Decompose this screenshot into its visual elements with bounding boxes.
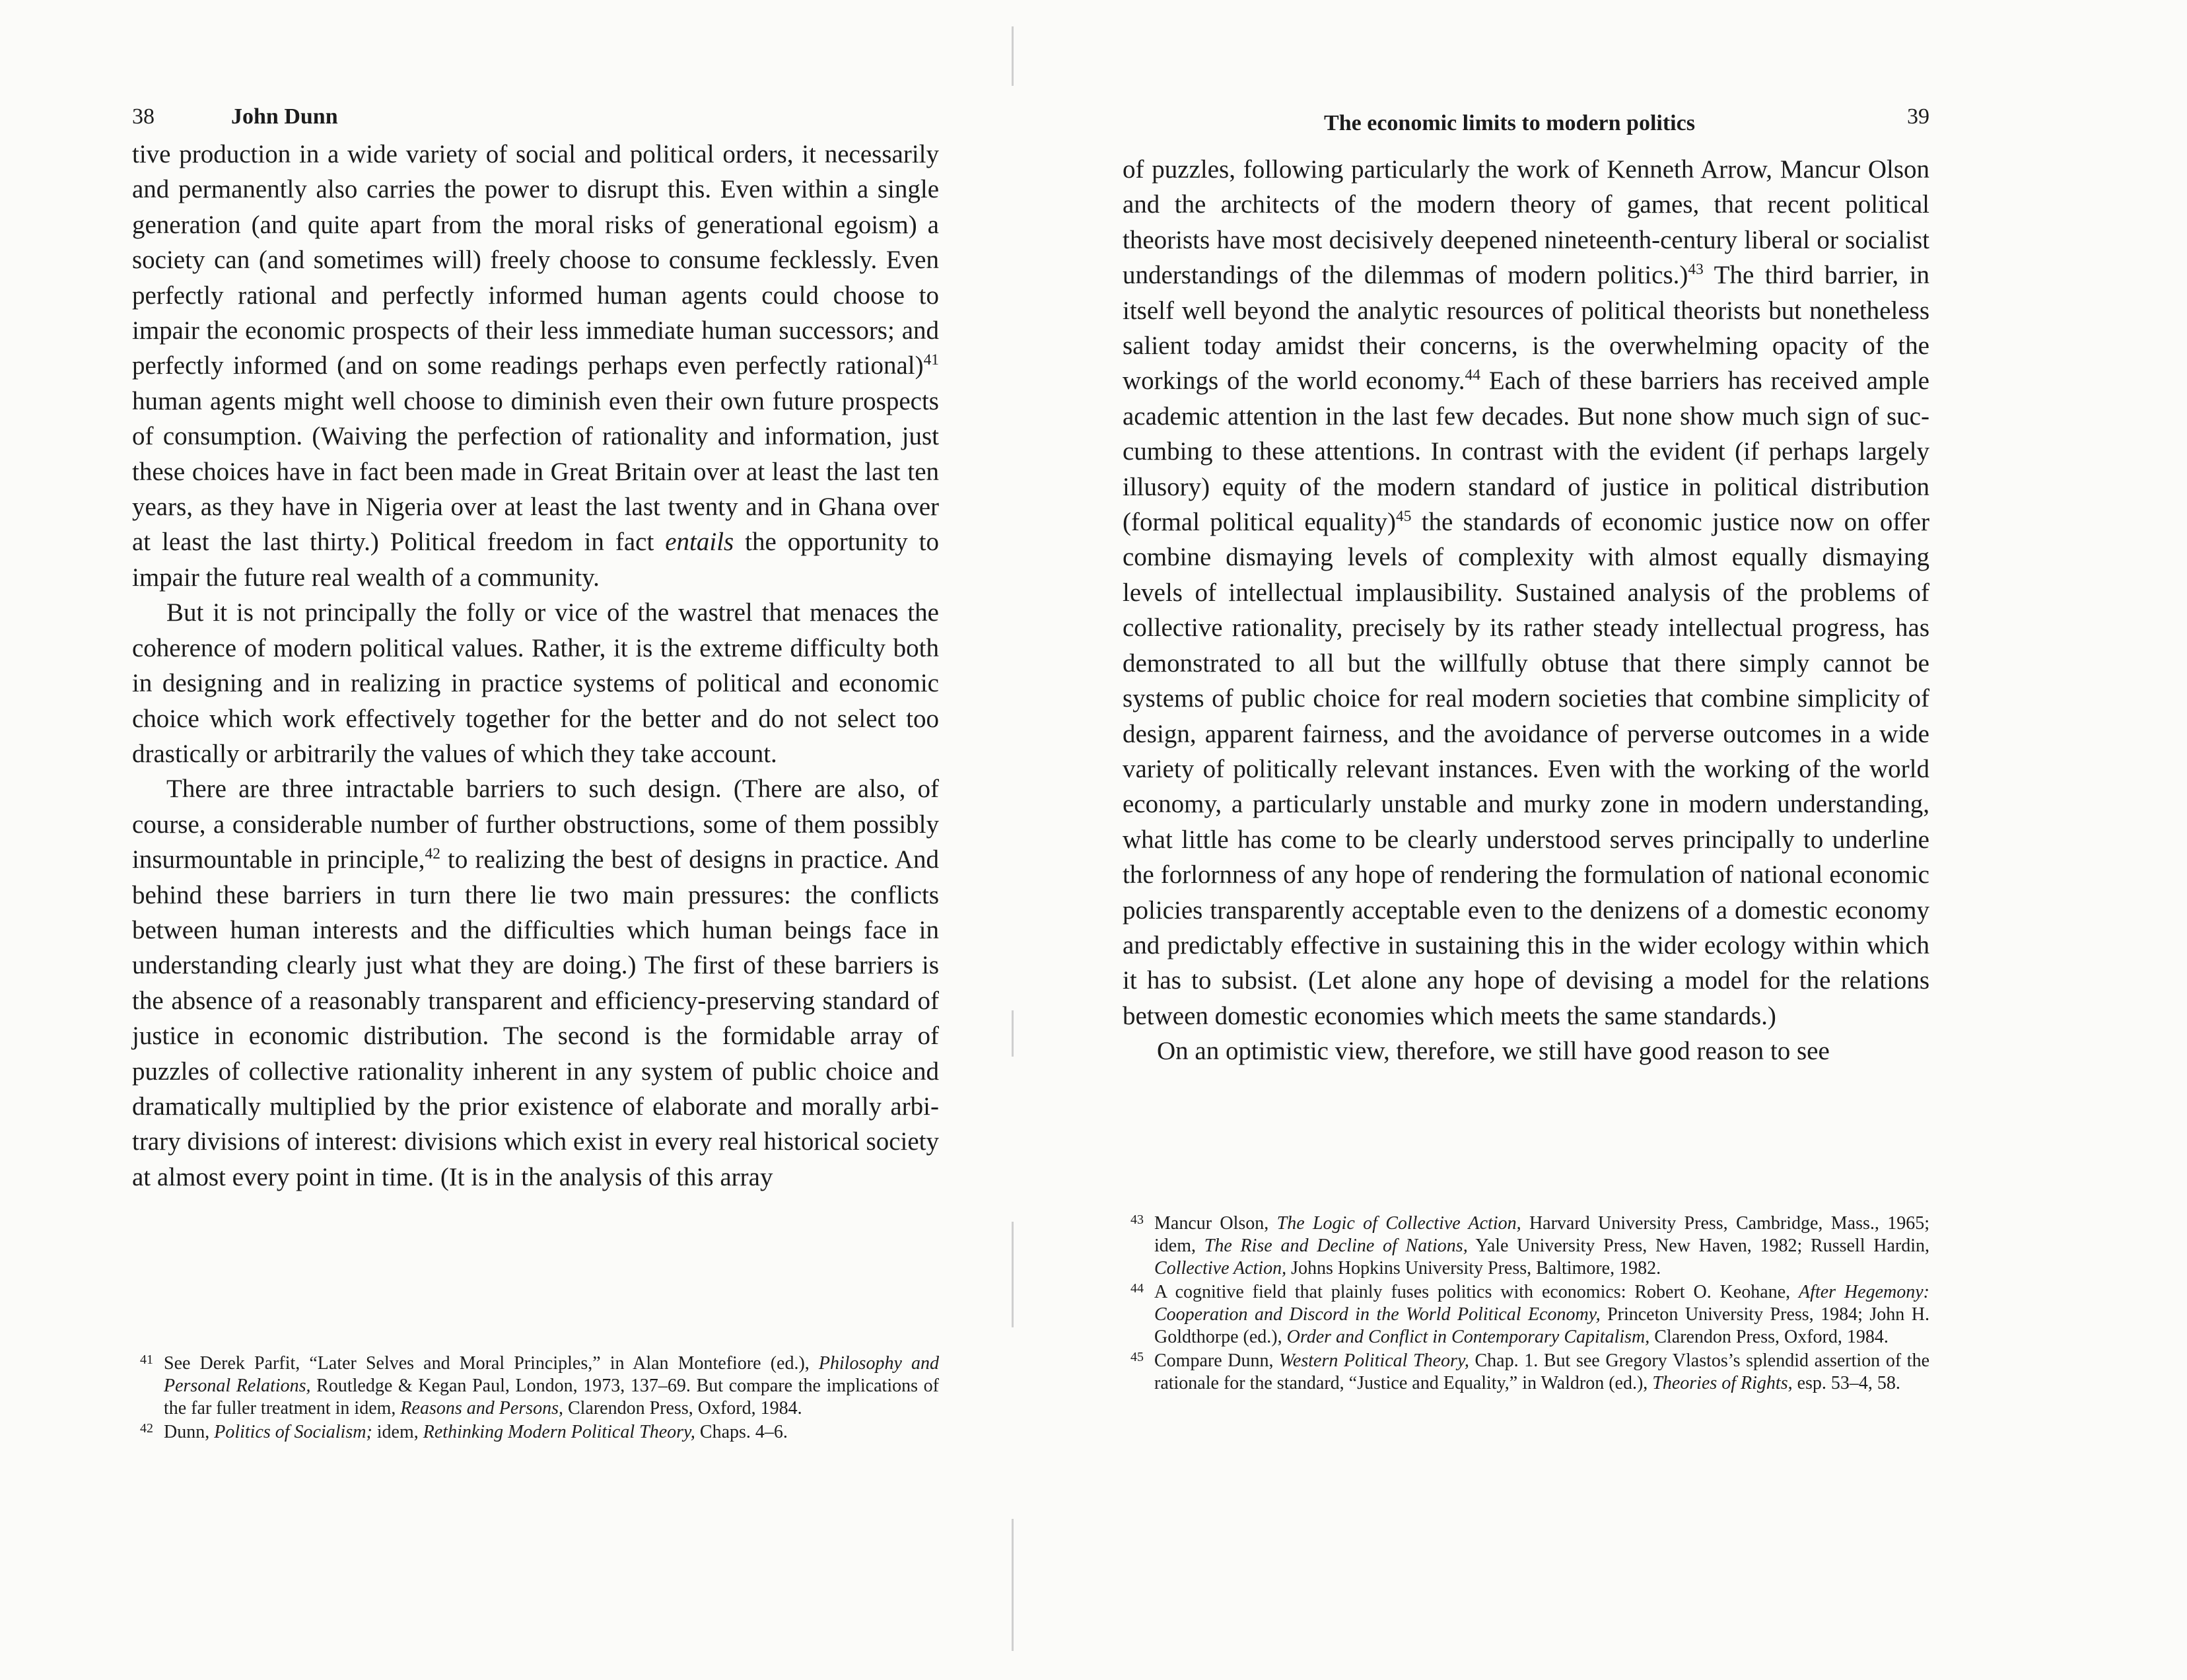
footnote: 43 Mancur Olson, The Logic of Collective Action, Harvard University Press, Cambridge, Mass., 1965; idem, The Rise and Decline of Nations, Yale University Press, New Haven, 1982; Russell Hardin, Collective Action, Johns Hopkins University Press, Baltimore, 1982.: [1130, 1212, 1929, 1278]
footnotes-right: [1123, 1212, 1929, 1396]
body-text-right: [1123, 152, 1929, 1069]
gutter-mark: [1012, 1519, 1014, 1651]
page-number: 38: [132, 104, 155, 129]
running-head-title: The economic limits to modern politics: [1324, 111, 1695, 135]
footnote-ref[interactable]: 45: [1396, 508, 1412, 526]
footnote: 41 See Derek Parfit, “Later Selves and Moral Principles,” in Alan Montefiore (ed.), Philosophy and Personal Relations, Routledge & Kegan Paul, London, 1973, 137–69. But compare the implications of the far fuller treatment in idem, Reasons and Persons, Clarendon Press, Oxford, 1984.: [140, 1352, 939, 1418]
footnote: 44 A cognitive field that plainly fuses politics with economics: Robert O. Keohane, After Hegemony: Cooperation and Discord in the World Political Economy, Princeton University Press, 1984; John H. Goldthorpe (ed.), Order and Conflict in Contemporary Capitalism, Clarendon Press, Oxford, 1984.: [1130, 1281, 1930, 1347]
footnote: 42 Dunn, Politics of Socialism; idem, Rethinking Modern Political Theory, Chaps. 4–6.: [140, 1421, 788, 1442]
running-head-author: John Dunn: [231, 104, 338, 129]
footnote-ref[interactable]: 44: [1465, 367, 1480, 384]
page-number: 39: [1907, 104, 1929, 129]
body-text-left: [132, 137, 939, 1195]
paragraph: of puzzles, following particularly the work of Kenneth Arrow, Mancur Olson and the architects of the modern theory of games, that recent political theorists have most decisively deepened nineteenth-century liberal or socialist understandings of the dilemmas of modern politics.)$^{43}$ The third barrier, in itself well beyond the analytic resources of political theorists but nonetheless salient today amidst their concerns, is the overwhelming opacity of the workings of the world economy.$^{44}$ Each of these barriers has received ample academic attention in the last few decades. But none show much sign of succumbing to these attentions. In contrast with the evident (if perhaps largely illusory) equity of the modern standard of justice in political distribution (formal political equality)$^{45}$ the standards of economic justice now on offer combine dismaying levels of complexity with almost equally dismaying levels of intellectual implausibility. Sustained analysis of the problems of collective rationality, precisely by its rather steady intellectual progress, has demonstrated to all but the willfully obtuse that there simply cannot be systems of public choice for real modern societies that combine simplicity of design, apparent fairness, and the avoidance of perverse outcomes in a wide variety of politically relevant instances. Even with the working of the world economy, a particularly unstable and murky zone in modern understanding, what little has come to be clearly understood serves principally to underline the forlornness of any hope of rendering the formulation of national economic policies transparently acceptable even to the denizens of a domestic economy and predictably effective in sustaining this in the wider ecology within which it has to subsist. (Let alone any hope of devising a model for the relations between domestic economies which meets the same standards.): [1123, 155, 1930, 1030]
footnote-ref[interactable]: 42: [425, 845, 440, 863]
paragraph: But it is not principally the folly or vice of the wastrel that menaces the coherence of modern political values. Rather, it is the extreme difficulty both in designing and in realizing in practice systems of political and economic choice which work effectively together for the better and do not select too drastically or arbitrarily the values of which they take account.: [132, 598, 939, 768]
gutter-mark: [1012, 26, 1014, 86]
running-head-right: [1123, 104, 1929, 137]
footnote-ref[interactable]: 41: [923, 351, 939, 369]
paragraph: tive production in a wide variety of social and political orders, it necessarily and permanently also carries the power to disrupt this. Even within a single generation (and quite apart from the moral risks of generational egoism) a society can (and sometimes will) freely choose to consume fecklessly. Even perfectly rational and perfectly informed human agents could choose to impair the economic prospects of their less immediate human successors; and perfectly informed (and on some readings perhaps even perfectly rational)$^{41}$ human agents might well choose to diminish even their own future prospects of consumption. (Waiving the perfection of rationality and information, just these choices have in fact been made in Great Britain over at least the last ten years, as they have in Nigeria over at least the last twenty and in Ghana over at least the last thirty.) Political freedom in fact entails the opportunity to impair the future real wealth of a community.: [132, 140, 939, 592]
gutter-mark: [1012, 1222, 1014, 1327]
footnotes-left: [132, 1352, 939, 1445]
gutter-mark: [1012, 1010, 1014, 1057]
footnote: 45 Compare Dunn, Western Political Theory, Chap. 1. But see Gregory Vlastos’s splendid assertion of the rationale for the standard, “Justice and Equality,” in Waldron (ed.), Theories of Rights, esp. 53–4, 58.: [1130, 1350, 1930, 1393]
footnote-ref[interactable]: 43: [1688, 261, 1704, 279]
paragraph: On an optimistic view, therefore, we still have good reason to see: [1157, 1037, 1830, 1066]
running-head-left: [132, 104, 939, 137]
paragraph: There are three intractable barriers to such design. (There are also, of course, a considerable number of further obstructions, some of them possibly insurmountable in principle,$^{42}$ to realizing the best of designs in practice. And behind these barriers in turn there lie two main pressures: the conflicts between human interests and the difficulties which human beings face in understanding clearly just what they are doing.) The first of these barriers is the absence of a reasonably transparent and efficiency-preserving standard of justice in economic distribution. The second is the formidable array of puzzles of collective rationality inherent in any system of public choice and dramatically multiplied by the prior existence of elaborate and morally arbitrary divisions of interest: divisions which exist in every real historical society at almost every point in time. (It is in the analysis of this array: [132, 775, 940, 1191]
